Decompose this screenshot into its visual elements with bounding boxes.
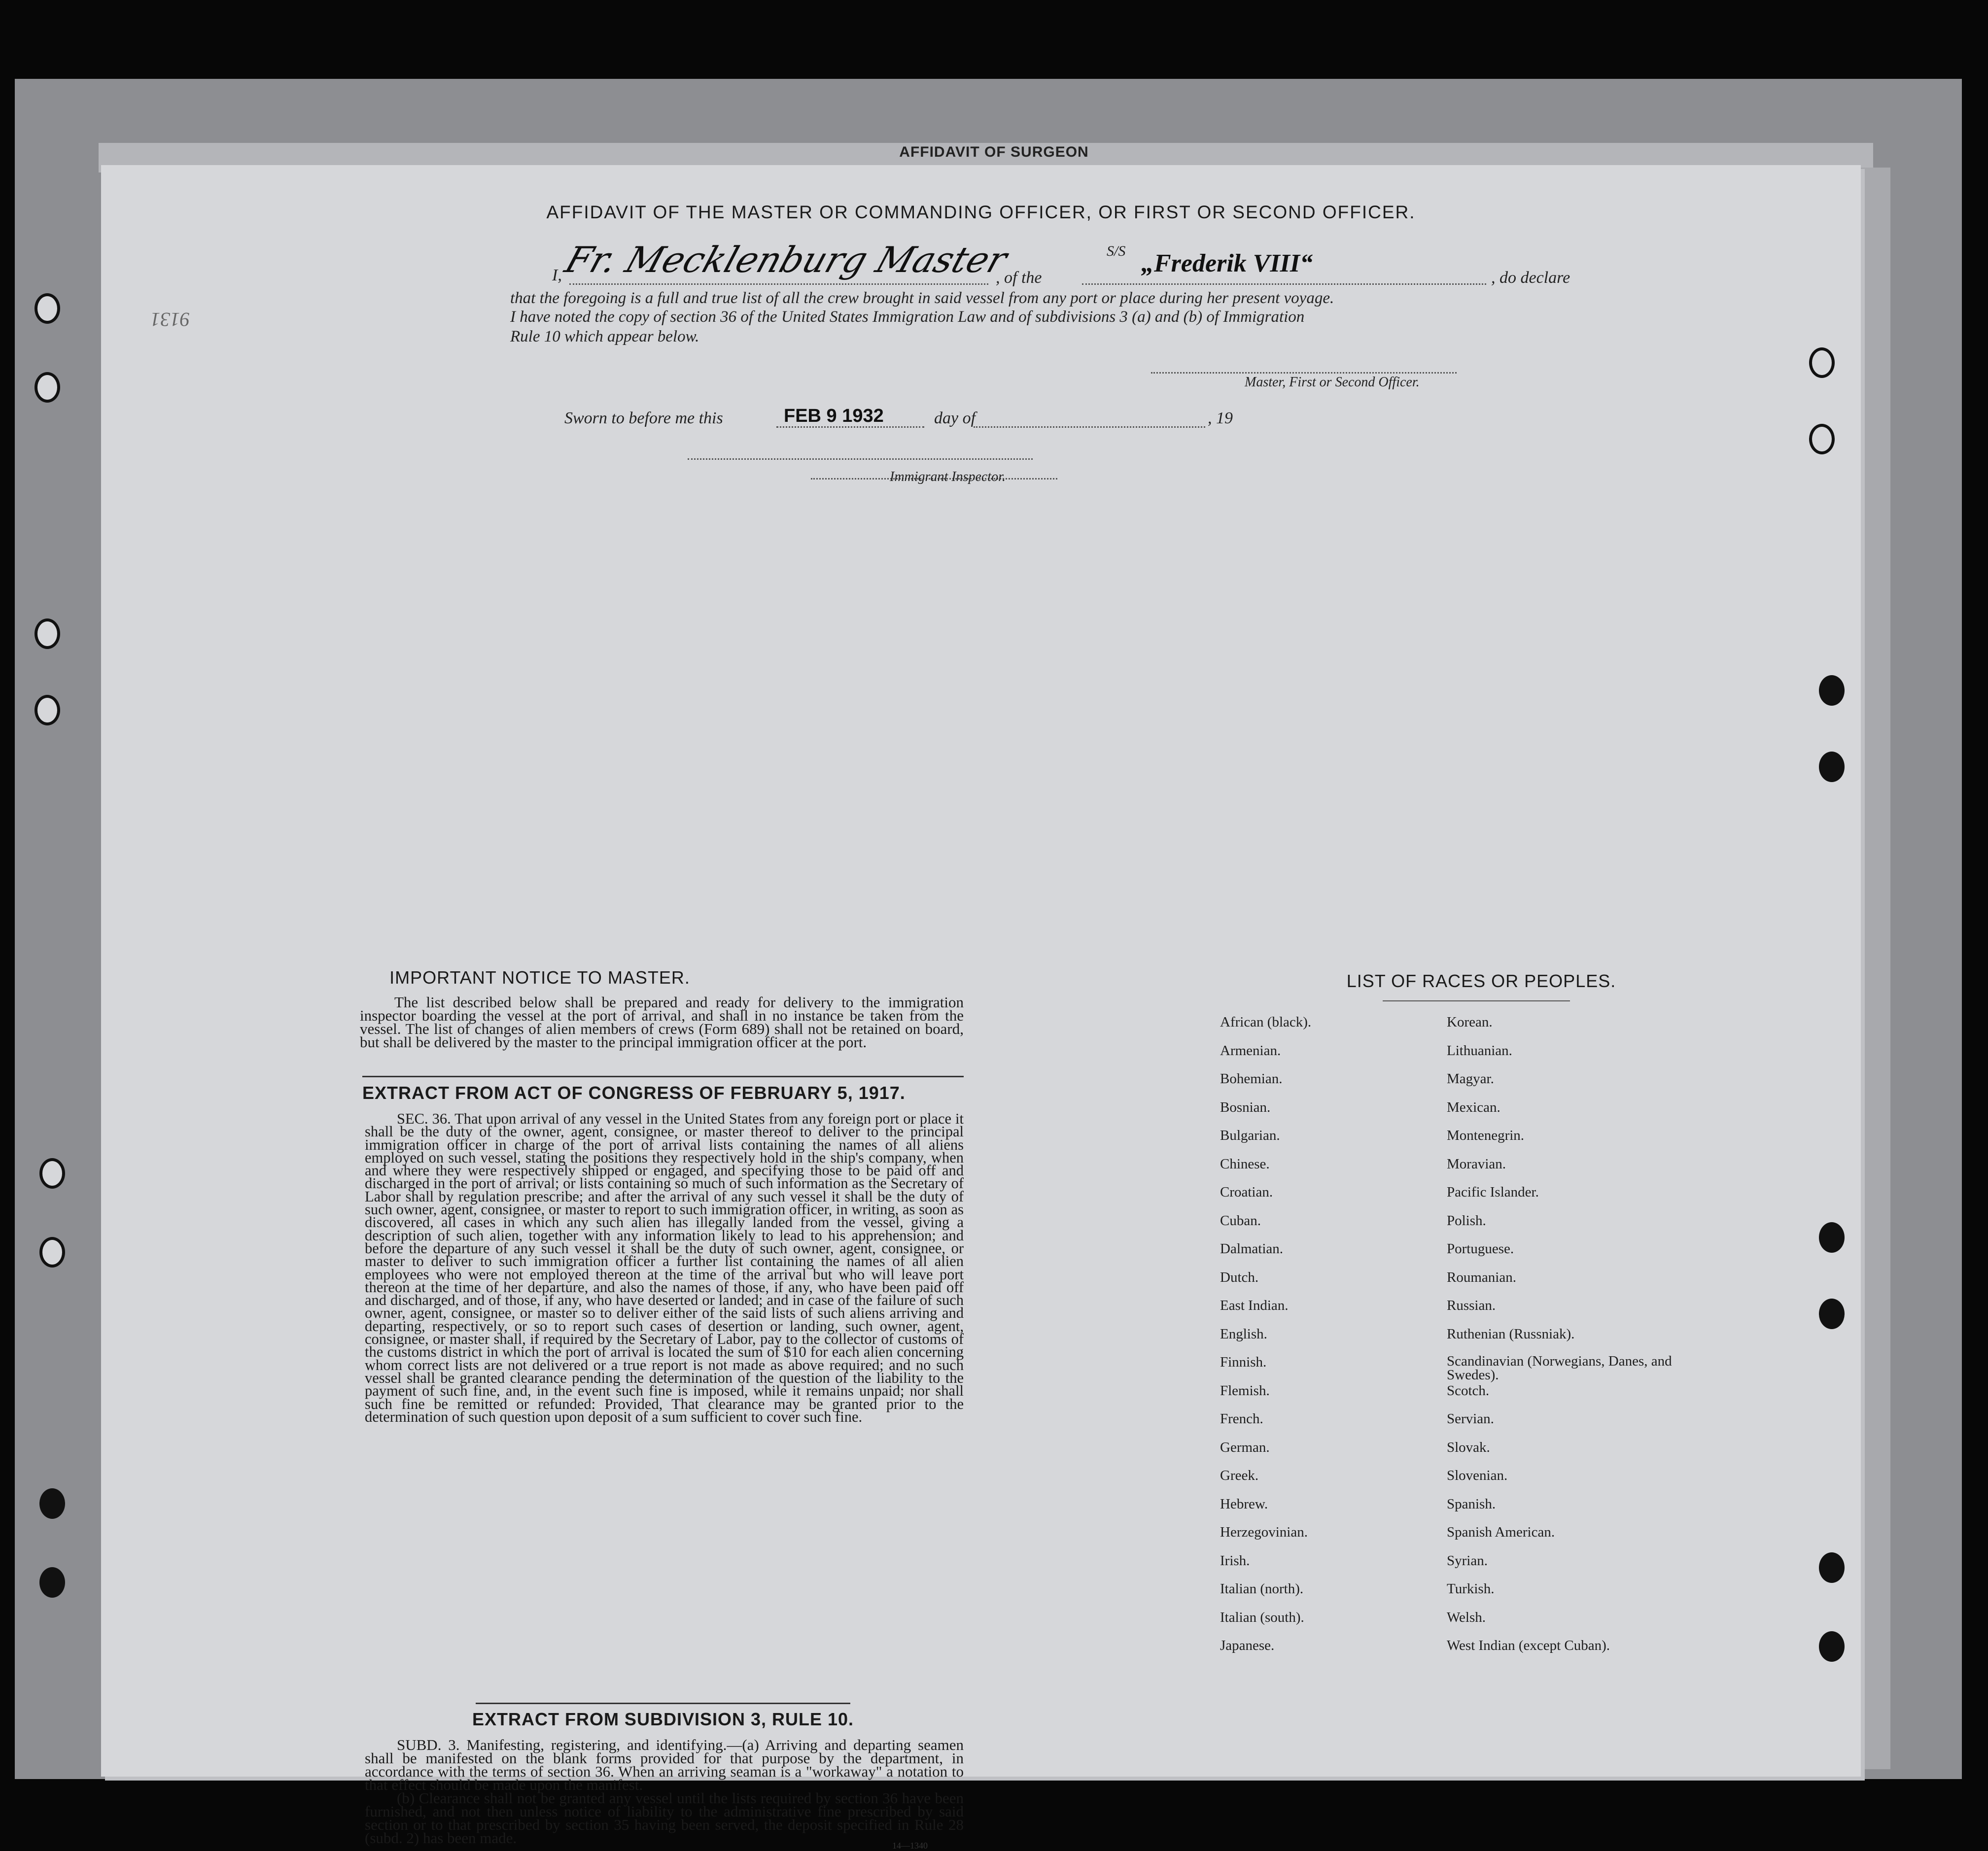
affidavit-declare: , do declare	[1491, 269, 1570, 287]
race-entry: Korean.	[1447, 1014, 1493, 1030]
affidavit-title: AFFIDAVIT OF THE MASTER OR COMMANDING OFFICER, OR FIRST OR SECOND OFFICER.	[546, 202, 1416, 222]
affidavit-line1-prefix: I,	[552, 266, 562, 284]
margin-number: 9131	[150, 308, 190, 331]
sec36-text: SEC. 36. That upon arrival of any vessel in the United States from any foreign port or place it shall be the duty of the owner, agent, consignee, or master thereof to deliver to the principal immigration officer in charge of the port of arrival lists containing the names of all aliens employed on such vessel, stating the positions they respectively hold in the ship's company, when and where they were respectively shipped or engaged, and specifying those to be paid off and discharged in the port of arrival; or lists containing so much of such information as the Secretary of Labor shall by regulation prescribe; and after the arrival of any such vessel it shall be the duty of such owner, agent, consignee, or master to report to such immigration officer, in writing, as soon as discovered, all cases in which any such alien has illegally landed from the vessel, giving a description of such alien, together with any information likely to lead to his apprehension; and before the departure of any such vessel it shall be the duty of such owner, agent, consignee, or master to deliver to such immigration officer a further list containing the names of all alien employees who were not employed thereon at the time of the arrival but who will leave port thereon at the time of her departure, and also the names of those, if any, who have been paid off and discharged, and of those, if any, who have deserted or landed; and in case of the failure of such owner, agent, consignee, or master so to deliver either of the said lists of such aliens arriving and departing, respectively, or so to report such cases of desertion or landing, such owner, agent, consignee, or master shall, if required by the Secretary of Labor, pay to the collector of customs of the customs district in which the port of arrival is located the sum of $10 for each alien concerning whom correct lists are not delivered or a true report is not made as above required; and no such vessel shall be granted clearance pending the determination of the question of the liability to the payment of such fine, and, in the event such fine is imposed, while it remains unpaid; nor shall such fine be remitted or refunded: Provided, That clearance may be granted prior to the determination of such question upon deposit of a sum sufficient to cover such fine.	[365, 1110, 964, 1425]
affidavit-line2: that the foregoing is a full and true list of all the crew brought in said vessel from any port or place during her present voyage.	[510, 289, 1334, 307]
sworn-month-line	[974, 426, 1205, 428]
race-entry: Pacific Islander.	[1447, 1184, 1539, 1200]
race-entry: Roumanian.	[1447, 1269, 1516, 1285]
race-entry: West Indian (except Cuban).	[1447, 1638, 1610, 1653]
race-entry: Slovak.	[1447, 1439, 1490, 1455]
race-entry: Bulgarian.	[1220, 1128, 1280, 1143]
affidavit-line3: I have noted the copy of section 36 of the United States Immigration Law and of subdivisions 3 (a) and (b) of Immigration	[510, 308, 1305, 326]
race-entry: Croatian.	[1220, 1184, 1273, 1200]
race-entry: Spanish.	[1447, 1496, 1496, 1512]
race-entry: Scotch.	[1447, 1382, 1490, 1399]
sworn-date-line	[776, 426, 924, 428]
binder-hole	[39, 1237, 65, 1268]
race-entry: Irish.	[1220, 1552, 1250, 1569]
binder-hole	[1819, 1299, 1845, 1329]
subd3b-text: (b) Clearance shall not be granted any vessel until the lists required by section 36 have been furnished, and not then unless notice of liability to the administrative fine prescribed by said section or to that prescribed by section 35 having been served, the deposit specified in Rule 28 (subd. 2) has been made.	[365, 1789, 964, 1847]
affidavit-of-the: , of the	[996, 269, 1042, 287]
race-entry: East Indian.	[1220, 1298, 1289, 1313]
race-entry: Chinese.	[1220, 1156, 1270, 1172]
sworn-day-of: day of	[934, 409, 976, 427]
affidavit-line4: Rule 10 which appear below.	[510, 328, 699, 345]
race-entry: Mexican.	[1447, 1099, 1500, 1115]
race-entry: Dalmatian.	[1220, 1241, 1284, 1257]
binder-hole	[1819, 1631, 1845, 1662]
underlying-page-edge	[1861, 168, 1890, 1769]
race-entry: Polish.	[1447, 1212, 1486, 1229]
master-signature: Fr. Mecklenburg Master	[560, 239, 1012, 280]
race-entry: French.	[1220, 1411, 1263, 1427]
divider	[362, 1076, 964, 1077]
binder-hole	[1819, 1552, 1845, 1583]
race-entry: Moravian.	[1447, 1156, 1506, 1172]
ship-line	[1082, 283, 1486, 285]
race-entry: Armenian.	[1220, 1042, 1281, 1059]
manifest-page	[101, 165, 1861, 1851]
sworn-date-stamp: FEB 9 1932	[784, 406, 884, 426]
race-entry: Russian.	[1447, 1298, 1496, 1313]
race-entry: Scandinavian (Norwegians, Danes, and Swedes).	[1447, 1353, 1672, 1383]
race-entry: Spanish American.	[1447, 1524, 1555, 1540]
sec36-block	[365, 1112, 964, 1423]
race-entry: Magyar.	[1447, 1071, 1494, 1087]
sworn-prefix: Sworn to before me this	[564, 409, 723, 427]
races-column-2	[1447, 1014, 1703, 1666]
binder-hole	[39, 1488, 65, 1519]
races-column-1	[1220, 1014, 1427, 1666]
inspector-line-1	[688, 458, 1033, 460]
race-entry: Dutch.	[1220, 1269, 1259, 1285]
race-entry: Flemish.	[1220, 1382, 1270, 1399]
race-entry: Servian.	[1447, 1411, 1494, 1427]
race-entry: Cuban.	[1220, 1212, 1261, 1229]
divider	[476, 1703, 850, 1704]
divider	[1383, 1000, 1570, 1001]
binder-hole	[35, 293, 60, 324]
ship-name: „Frederik VIII“	[1141, 249, 1313, 277]
race-entry: Syrian.	[1447, 1552, 1488, 1569]
race-entry: Herzegovinian.	[1220, 1524, 1308, 1540]
master-caption: Master, First or Second Officer.	[1245, 375, 1420, 390]
race-entry: Italian (north).	[1220, 1581, 1304, 1597]
binder-hole	[1809, 424, 1835, 454]
extract1-title: EXTRACT FROM ACT OF CONGRESS OF FEBRUARY 5, 1917.	[362, 1083, 906, 1103]
inspector-caption: Immigrant Inspector.	[890, 469, 1006, 484]
sworn-year: , 19	[1208, 409, 1233, 427]
notice-body-block	[360, 995, 964, 1049]
binder-hole	[39, 1567, 65, 1598]
race-entry: Finnish.	[1220, 1354, 1267, 1370]
race-entry: Slovenian.	[1447, 1468, 1508, 1483]
binder-hole	[35, 618, 60, 649]
binder-hole	[35, 695, 60, 725]
race-entry: Japanese.	[1220, 1638, 1275, 1653]
notice-body: The list described below shall be prepared and ready for delivery to the immigration inspector boarding the vessel at the port of arrival, and shall in no instance be taken from the vessel. The list of changes of alien members of crews (Form 689) shall not be retained on board, but shall be delivered by the master to the principal immigration officer at the port.	[360, 994, 964, 1051]
race-entry: Portuguese.	[1447, 1241, 1514, 1257]
races-title: LIST OF RACES OR PEOPLES.	[1346, 971, 1616, 991]
binder-hole	[1809, 347, 1835, 378]
race-entry: Bosnian.	[1220, 1099, 1271, 1115]
binder-hole	[39, 1158, 65, 1189]
binder-hole	[1819, 1222, 1845, 1253]
subd3-text: SUBD. 3. Manifesting, registering, and identifying.—(a) Arriving and departing seamen shall be manifested on the blank forms provided for that purpose by the department, in accordance with the terms of section 36. When an arriving seaman is a "workaway" a notation to that effect should be made upon the manifest.	[365, 1736, 964, 1793]
race-entry: Montenegrin.	[1447, 1128, 1525, 1143]
race-entry: African (black).	[1220, 1014, 1312, 1030]
race-entry: Italian (south).	[1220, 1609, 1304, 1625]
extract2-title: EXTRACT FROM SUBDIVISION 3, RULE 10.	[472, 1709, 854, 1729]
notice-title: IMPORTANT NOTICE TO MASTER.	[389, 967, 690, 988]
race-entry: Welsh.	[1447, 1609, 1486, 1625]
master-signature-line	[1151, 372, 1457, 374]
race-entry: Lithuanian.	[1447, 1042, 1512, 1059]
binder-hole	[1819, 752, 1845, 782]
signature-line	[569, 283, 988, 285]
binder-hole	[35, 372, 60, 403]
race-entry: Greek.	[1220, 1468, 1259, 1483]
binder-hole	[1819, 675, 1845, 706]
race-entry: Hebrew.	[1220, 1496, 1268, 1512]
form-number: 14—1340	[892, 1841, 928, 1851]
ship-prefix: S/S	[1107, 243, 1126, 259]
race-entry: German.	[1220, 1439, 1270, 1455]
race-entry: Turkish.	[1447, 1581, 1495, 1597]
subd3-block	[365, 1738, 964, 1845]
race-entry: Bohemian.	[1220, 1071, 1283, 1087]
race-entry: Ruthenian (Russniak).	[1447, 1326, 1575, 1342]
race-entry: English.	[1220, 1326, 1267, 1342]
underlying-page-header: AFFIDAVIT OF SURGEON	[899, 144, 1089, 160]
